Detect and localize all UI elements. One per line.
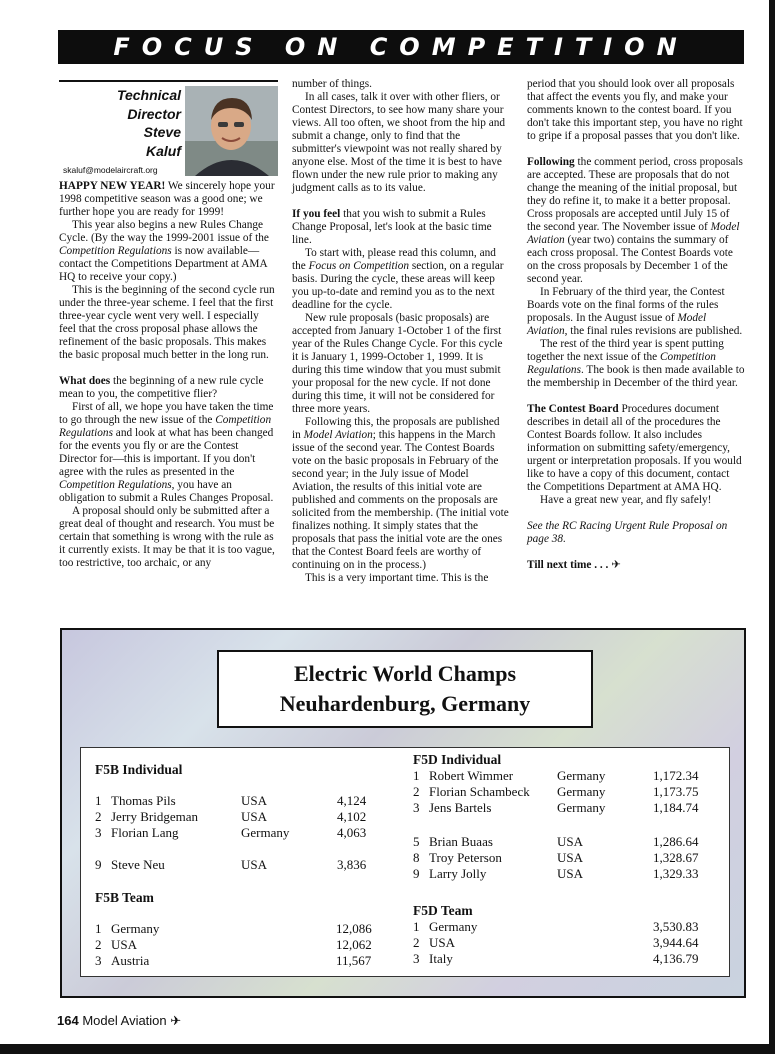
magazine-name: Model Aviation (82, 1013, 167, 1028)
paragraph: This year also begins a new Rules Change Cycle. (By the way the 1999-2001 issue of the Competition Regulations is now available—contact the Competitions Department at AMA HQ to receive your copy.) (59, 219, 269, 283)
author-title-line: Steve (143, 124, 181, 140)
f5d-team-heading: F5D Team (413, 903, 473, 918)
paragraph: Following this, the proposals are published in Model Aviation; this happens in the March issue of the second year. The Contest Boards vote on the basic proposals in February of the second year; in the July issue of Model Aviation, the results of this initial vote are published and comments on the proposals are solicited from the membership. (The initial vote finalizes nothing. It simply states that the proposals that pass the initial vote are the ones that the Contest Board feels are worthy of continuing on in the process.) (292, 416, 509, 571)
paragraph: The Contest Board Procedures document describes in detail all of the procedures the Contest Boards follow. It also includes information on submitting safety/emergency, urgent or interpretation proposals. If you would like to have a copy of this document, contact the Competitions Department at AMA HQ. (527, 403, 742, 493)
column-3 (527, 78, 745, 572)
results-title-line-1: Electric World Champs (293, 661, 517, 686)
paragraph: In all cases, talk it over with other fliers, or Contest Directors, to see how many share your views. All too often, we shoot from the hip and submit a change, only to find that the submitter's viewpoint was not really shared by anyone else. Most of the time it is best to have flown under the new rule prior to making any judgment calls as to its value. (292, 91, 506, 194)
author-title-line: Technical (116, 87, 181, 103)
page-edge-bottom (0, 1044, 775, 1054)
paragraph: In February of the third year, the Contest Boards vote on the final forms of the rules proposals. In the August issue of Model Aviation, the final rules revisions are published. (527, 286, 743, 337)
airplane-icon: ✈ (170, 1014, 182, 1029)
author-title (59, 86, 181, 160)
author-title-line: Kaluf (146, 142, 181, 159)
paragraph: HAPPY NEW YEAR! We sincerely hope your 1998 competitive season was a good one; we further hope you are ready for 1999! (59, 180, 275, 218)
paragraph: New rule proposals (basic proposals) are accepted from January 1-October 1 of the first year of the Rules Change Cycle. For this cycle it is January 1, 1999-October 1, 1999. It is during this time window that you must submit your proposal for the new cycle. If not done during this time, it will not be considered for three more years. (292, 312, 503, 415)
author-box (59, 80, 278, 180)
paragraph: period that you should look over all proposals that affect the events you fly, and make your comments known to the contest board. If you don't take this important step, you have no right to gripe if a proposal passes that you don't like. (527, 78, 743, 142)
results-box (60, 628, 746, 998)
column-2 (292, 78, 510, 585)
paragraph: Following the comment period, cross proposals are accepted. These are proposals that do not change the meaning of the initial proposal, but they do refine it, to make it a better proposal. Cross proposals are accepted until July 15 of the second year. The November issue of Model Aviation (year two) contains the summary of each cross proposal. The Contest Boards vote on the cross proposals by December 1 of the second year. (527, 156, 743, 285)
paragraph: To start with, please read this column, and the Focus on Competition section, on a regular basis. During the cycle, these areas will keep you up-to-date and remind you as to the next deadline for the cycle. (292, 247, 504, 311)
paragraph: First of all, we hope you have taken the time to go through the new issue of the Competition Regulations and look at what has been changed for the events you fly or are the Contest Director for—this is important. If you don't agree with the rules as presented in the Competition Regulations, you have an obligation to submit a Rules Changes Proposal. (59, 401, 274, 504)
page-footer (57, 1013, 181, 1029)
paragraph: This is the beginning of the second cycle run under the three-year scheme. I feel that the first three-year cycle went very well. I especially feel that the cross proposal phase allows the refinement of the basic proposals. This makes the basic proposal much better in the long run. (59, 284, 275, 361)
cross-reference-note: See the RC Racing Urgent Rule Proposal on page 38. (527, 520, 728, 545)
paragraph: If you feel that you wish to submit a Rules Change Proposal, let's look at the basic time line. (292, 208, 492, 246)
author-title-line: Director (127, 105, 181, 122)
results-title-line-2: Neuhardenburg, Germany (279, 691, 531, 716)
airplane-icon: ✈ (611, 558, 621, 571)
results-title (217, 650, 593, 728)
paragraph: The rest of the third year is spent putting together the next issue of the Competition Regulations. The book is then made available to the membership in December of the third year. (527, 338, 745, 389)
results-table: F5B Individual 1 Thomas Pils USA 4,124 2 Jerry Bridgeman USA 4,102 3 Florian Lang Germany 4,063 9 Steve Neu USA 3,836 F5B Team 1 Germany 12,086 2 USA 12,062 3 Austria 11,567 F5D Individual 1 Robert Wimmer Germany 1,172.34 2 Florian Schambeck Germany 1,173.75 3 Jens Bartels Germany 1,184.74 5 Brian Buaas USA 1,286.64 8 Troy Peterson USA 1,328.67 9 Larry Jolly USA 1,329.33 F5D Team 1 Germany 3,530.83 2 USA 3,944.64 3 Italy 4,136.79 (80, 747, 730, 977)
author-photo (185, 86, 278, 176)
author-email: skaluf@modelaircraft.org (63, 165, 158, 175)
page-edge-right (769, 0, 775, 1054)
signoff: Till next time . . . ✈ (527, 558, 621, 571)
paragraph: number of things. (292, 78, 373, 90)
f5d-individual-heading: F5D Individual (413, 752, 502, 767)
f5b-team-heading: F5B Team (95, 890, 154, 905)
paragraph: This is a very important time. This is the (305, 572, 489, 584)
page-number: 164 (57, 1013, 79, 1028)
paragraph: What does the beginning of a new rule cycle mean to you, the competitive flier? (59, 375, 264, 400)
paragraph: Have a great new year, and fly safely! (540, 494, 712, 506)
column-1 (59, 78, 278, 570)
paragraph: A proposal should only be submitted after a great deal of thought and research. You must be certain that something is wrong with the rule as it currently exists. It may be that it is too vague, too restrictive, too archaic, or any (59, 505, 275, 569)
f5b-individual-heading: F5B Individual (95, 762, 183, 777)
section-banner: FOCUS ON COMPETITION (58, 30, 744, 64)
